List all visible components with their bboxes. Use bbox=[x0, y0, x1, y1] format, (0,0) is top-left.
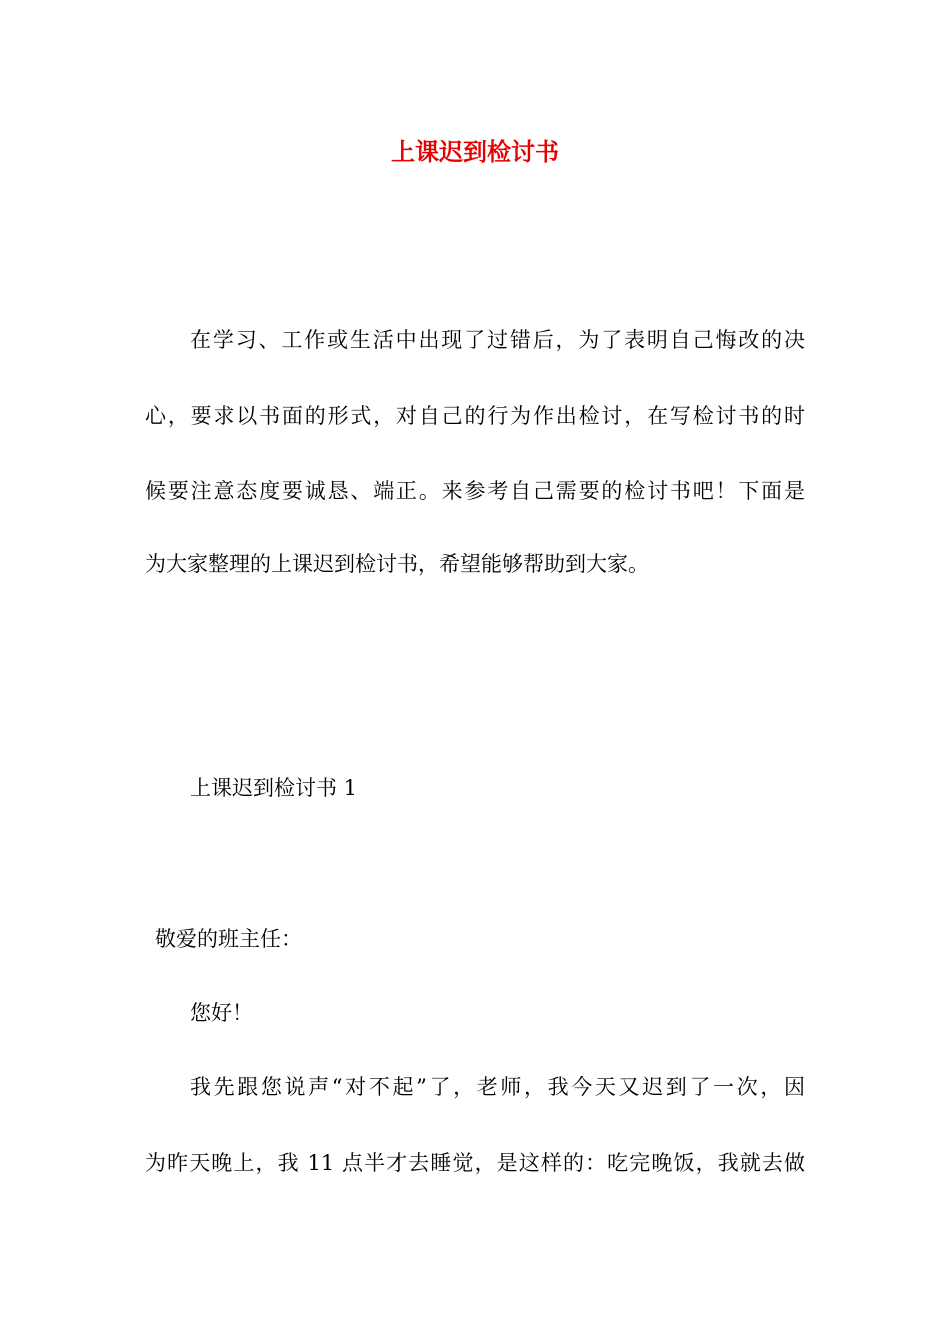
intro-line-2: 心，要求以书面的形式，对自己的行为作出检讨，在写检讨书的时 bbox=[145, 404, 805, 428]
greeting: 您好！ bbox=[190, 1001, 253, 1025]
document-title: 上课迟到检讨书 bbox=[391, 137, 559, 166]
intro-line-1: 在学习、工作或生活中出现了过错后，为了表明自己悔改的决 bbox=[190, 328, 805, 352]
letter-line-2: 为昨天晚上，我 11 点半才去睡觉，是这样的：吃完晚饭，我就去做 bbox=[145, 1151, 805, 1175]
salutation: 敬爱的班主任： bbox=[155, 927, 302, 951]
section-heading: 上课迟到检讨书 1 bbox=[190, 776, 358, 800]
intro-line-4: 为大家整理的上课迟到检讨书，希望能够帮助到大家。 bbox=[145, 552, 649, 576]
letter-line-1: 我先跟您说声“对不起”了，老师，我今天又迟到了一次，因 bbox=[190, 1075, 805, 1099]
intro-line-3: 候要注意态度要诚恳、端正。来参考自己需要的检讨书吧！下面是 bbox=[145, 479, 805, 503]
